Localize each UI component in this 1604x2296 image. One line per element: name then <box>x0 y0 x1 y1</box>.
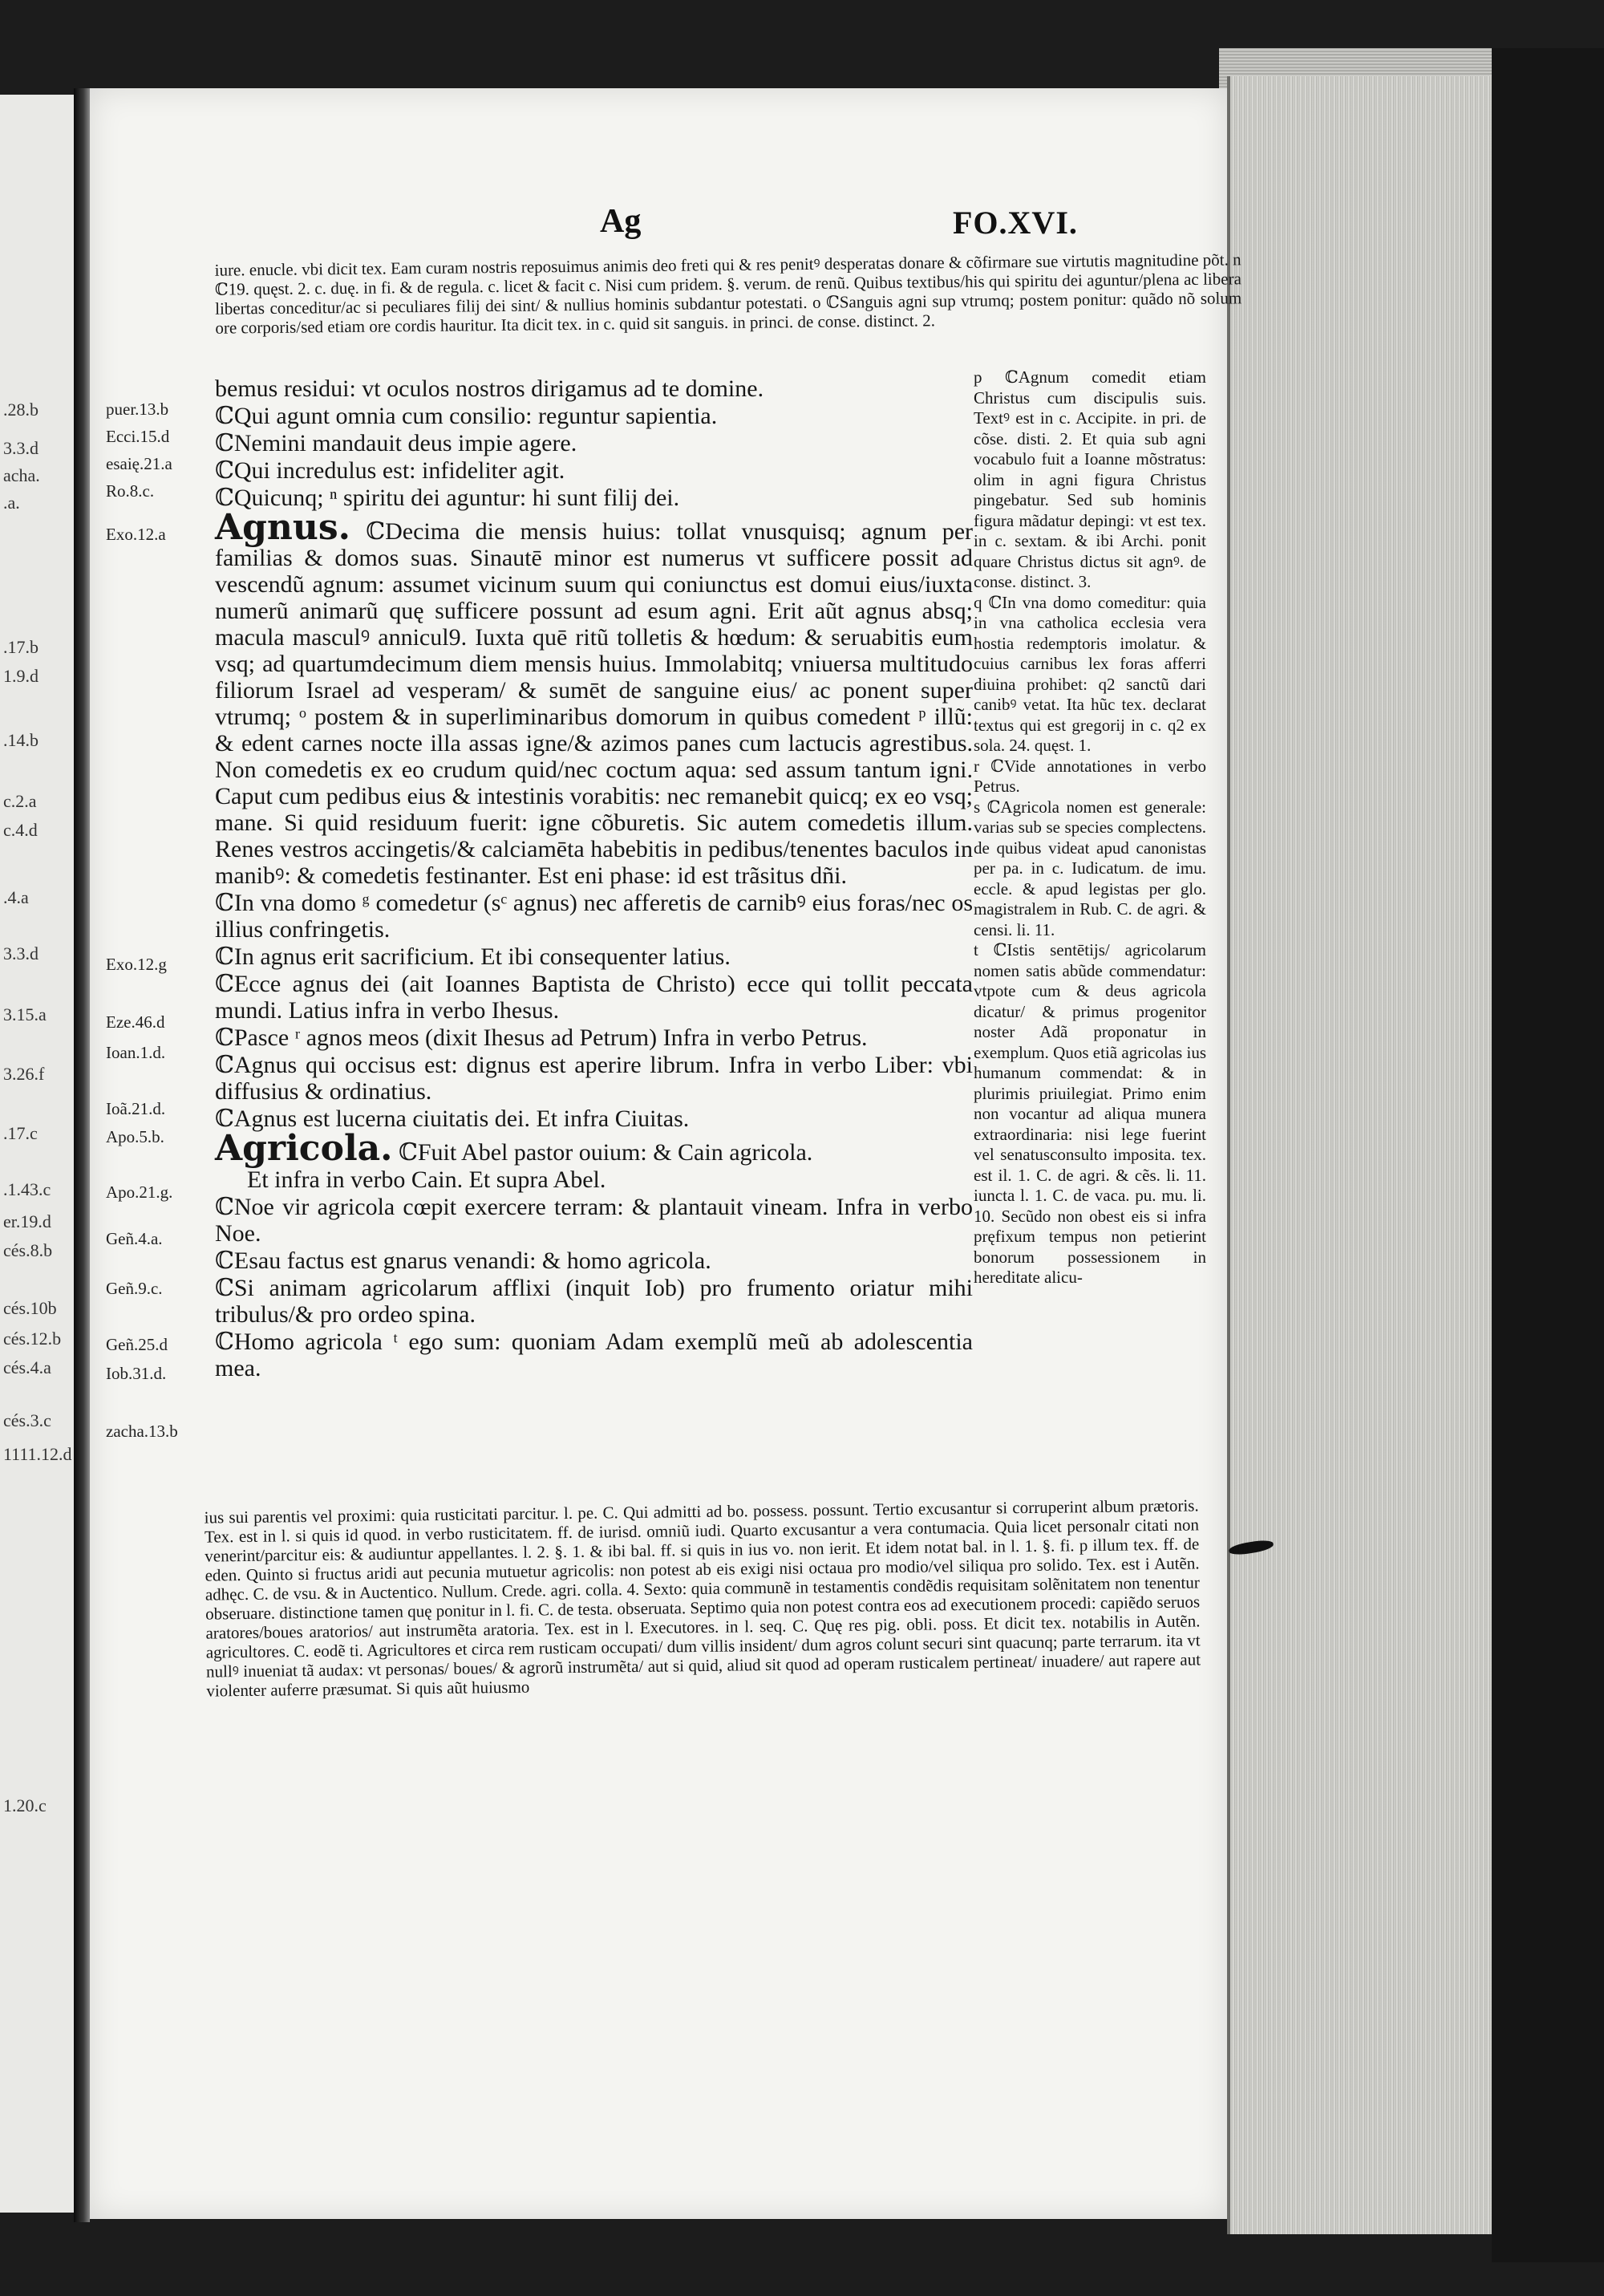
margin-reference: Eze.46.d <box>106 1012 165 1032</box>
entry <box>215 971 973 1024</box>
book-cover-edge <box>1492 48 1604 2262</box>
entry-text: ℂIn vna domo ᵍ comedetur (sᶜ agnus) nec afferetis de carnibꝰ eius foras/nec os illius confringetis. <box>215 890 973 943</box>
gloss-note: t ℂIstis sentētijs/ agricolarum nomen satis abũde commendatur: vtpote cum & deus agricola dicatur/ & primus progenitor noster Adã proponatur in exemplum. Quos etiã agricolas ius humanum commendat: & in plurimis priuilegiat. Primo enim non vocantur ad aliqua munera extraordinaria: nisi lege fuerint vel senatusconsulto imposita. tex. est il. 1. C. de agri. & cẽs. li. 11. iuncta l. 1. C. de vaca. pu. mu. li. 10. Secũdo non obest eis si infra pręfixum tempus non petierint bonorum possessionem in hereditate alicu- <box>974 940 1206 1287</box>
margin-reference: Ro.8.c. <box>106 481 155 501</box>
entry <box>215 457 973 484</box>
left-page-fragment: .1.43.c <box>3 1179 51 1199</box>
entry-text: Et infra in verbo Cain. Et supra Abel. <box>247 1166 606 1193</box>
entry <box>215 890 973 943</box>
left-page-fragment: acha. <box>3 465 40 485</box>
page-block-edge <box>1227 76 1495 2234</box>
entry <box>215 1247 973 1274</box>
entry-text: ℂEsau factus est gnarus venandi: & homo agricola. <box>215 1247 711 1274</box>
entry <box>215 375 973 402</box>
left-page-fragment: .17.c <box>3 1123 38 1143</box>
entry-text: ℂAgnus qui occisus est: dignus est aperire librum. Infra in verbo Liber: vbi diffusius & ordinatius. <box>215 1052 973 1105</box>
entry <box>215 1024 973 1051</box>
book-gutter <box>74 88 90 2222</box>
margin-reference: Exo.12.g <box>106 955 167 974</box>
main-text <box>215 375 973 1382</box>
margin-reference: Iob.31.d. <box>106 1364 167 1383</box>
entry-text: ℂNoe vir agricola cœpit exercere terram: & plantauit vineam. Infra in verbo Noe. <box>215 1194 973 1247</box>
left-page-fragment: 3.3.d <box>3 438 38 458</box>
margin-reference: Apo.21.g. <box>106 1182 173 1202</box>
entry-text: bemus residui: vt oculos nostros dirigamus ad te domine. <box>215 375 764 402</box>
margin-reference: zacha.13.b <box>106 1422 178 1441</box>
gloss-top: iure. enucle. vbi dicit tex. Eam curam nostris reposuimus animis deo freti qui & res penitꝰ desperatas donare & cõfirmare sue virtutis magnitudine põt. n ℂ19. quęst. 2. c. duę. in fi. & de regula. c. licet & facit c. Nisi cum pridem. §. verum. de renũ. Quibus textibus/his qui spiritu dei aguntur/plena ac libera libertas conceditur/ac si peculiares filij dei sint/ & nullius hominis subdantur potestati. o ℂSanguis agni sup vtrumq; postem ponitur: quãdo nõ solum ore corporis/sed etiam ore cordis hauritur. Ita dicit tex. in c. quid sit sanguis. in princi. de conse. distinct. 2. <box>214 249 1242 338</box>
entry <box>215 430 973 456</box>
left-page-fragment: cés.12.b <box>3 1329 62 1349</box>
entry-text: ℂAgnus est lucerna ciuitatis dei. Et infra Ciuitas. <box>215 1105 690 1132</box>
marginal-gloss-column <box>974 367 1206 1288</box>
left-page-fragment: cés.3.c <box>3 1410 51 1430</box>
entry <box>215 1166 973 1193</box>
margin-reference: Ioan.1.d. <box>106 1043 166 1062</box>
entry-text: ℂHomo agricola ᵗ ego sum: quoniam Adam exemplũ meũ ab adolescentia mea. <box>215 1329 973 1381</box>
gloss-bottom: ius sui parentis vel proximi: quia rusticitati parcitur. l. pe. C. Qui admitti ad bo. possess. possunt. Tertio excusantur si corruperint album prætoris. Tex. est in l. si quis id quod. in verbo rusticitatem. ff. de iurisd. omniũ iudi. Quarto excusantur a vera contumacia. Quia licet personalr citati non venerint/parcitur eis: & audiuntur appellantes. l. 2. §. 1. & ibi bal. ff. si quis in ius vo. non ierit. Et idem notat bal. in l. 1. §. fi. p illum tex. ff. de eden. Quinto si fructus aridi aut pecunia mutuetur agricolis: non potest ab eis exigi nisi octaua pro modio/vel siliqua pro solido. Tex. est i Autẽn. adhęc. C. de vsu. & in Auctentico. Nullum. Crede. agri. colla. 4. Sexto: quia communẽ in testamentis condẽdis requisitam solẽnitatem non tenentur obseruare. distinctione tamen quę ponitur in l. fi. C. de testa. obseruata. Septimo quia non potest contra eos ad executionem procedi: capiẽdo seruos aratores/boues aratorios/ aut instrumẽta aratoria. Tex. est in l. Executores. in l. seq. C. Quę res pig. obli. poss. Et dicit tex. notabilis in Autẽn. agricultores. C. eodẽ ti. Agricultores et circa rem rusticam occupati/ dum villis insident/ dum agros colunt securi sint quacunq; parte terrarum. ita vt nullꝰ inueniat tã audax: vt personas/ boues/ & agrorũ instrumẽta/ aut si quid, aliud sit quod ad operam rusticalem pertineat/ inuadere/ aut rapere aut violenter auferre præsumat. Si quis aũt huiusmo <box>204 1495 1201 1701</box>
folio-number: FO.XVI. <box>953 205 1078 241</box>
margin-reference: esaię.21.a <box>106 454 172 473</box>
left-page-fragment: .14.b <box>3 730 38 750</box>
left-page-fragment: 1.9.d <box>3 666 38 686</box>
entry-agnus <box>215 507 974 889</box>
left-page-fragment: .28.b <box>3 400 38 420</box>
entry-text: ℂSi animam agricolarum afflixi (inquit Iob) pro frumento oriatur mihi tribulus/& pro ordeo spina. <box>215 1275 973 1328</box>
entry-text: ℂIn agnus erit sacrificium. Et ibi consequenter latius. <box>215 943 731 970</box>
left-page-fragment: .4.a <box>3 887 29 907</box>
entry <box>215 1275 973 1328</box>
lemma-heading: Agnus. <box>215 507 350 548</box>
left-page-fragment: 3.15.a <box>3 1004 47 1024</box>
margin-reference: Geñ.25.d <box>106 1335 168 1354</box>
running-head-section: Ag <box>600 203 642 240</box>
gloss-note: p ℂAgnum comedit etiam Christus cum discipulis suis. Textꝰ est in c. Accipite. in pri. de cõse. disti. 2. Et quia sub agni vocabulo fuit a Ioanne mõstratus: olim in agni figura Christus pingebatur. Sed sub hominis figura mãdatur depingi: vt est tex. in c. sextam. & ibi Archi. ponit quare Christus dictus sit agnꝰ. de conse. distinct. 3. <box>974 367 1206 591</box>
margin-reference: puer.13.b <box>106 400 169 419</box>
left-page-fragment: 1.20.c <box>3 1795 47 1815</box>
margin-reference: Apo.5.b. <box>106 1127 164 1146</box>
entry-agricola <box>215 1128 973 1169</box>
gloss-note: r ℂVide annotationes in verbo Petrus. <box>974 756 1206 796</box>
left-page-fragment: 1111.12.d <box>3 1444 72 1464</box>
left-page-fragment: c.4.d <box>3 820 38 840</box>
margin-reference: Ecci.15.d <box>106 427 170 446</box>
left-page-fragment: .17.b <box>3 637 38 657</box>
margin-reference: Exo.12.a <box>106 525 166 544</box>
entry-text: ℂNemini mandauit deus impie agere. <box>215 430 577 456</box>
entry-text: ℂPasce ʳ agnos meos (dixit Ihesus ad Petrum) Infra in verbo Petrus. <box>215 1024 868 1051</box>
margin-reference: Geñ.9.c. <box>106 1279 163 1298</box>
left-page-fragment: cés.8.b <box>3 1240 53 1260</box>
left-page-fragment: 3.3.d <box>3 943 38 963</box>
entry-text: ℂQui agunt omnia cum consilio: reguntur sapientia. <box>215 403 718 429</box>
margin-reference: Ioã.21.d. <box>106 1099 166 1118</box>
entry-text: ℂEcce agnus dei (ait Ioannes Baptista de Christo) ecce qui tollit peccata mundi. Latius infra in verbo Ihesus. <box>215 971 973 1024</box>
margin-reference: Geñ.4.a. <box>106 1229 163 1248</box>
gloss-note: s ℂAgricola nomen est generale: varias sub se species complectens. de quibus videat apud canonistas per pa. in c. Iudicatum. de imu. eccle. & apud legistas per glo. magistralem in Rub. C. de agri. & censi. li. 11. <box>974 797 1206 939</box>
entry <box>215 403 973 429</box>
entry <box>215 1329 973 1381</box>
left-page-fragment: cés.10b <box>3 1298 57 1318</box>
entry <box>215 943 973 970</box>
gloss-note: q ℂIn vna domo comeditur: quia in vna catholica ecclesia vera hostia redemptoris imolatur. & cuius carnibus lex foras afferri diuina prohibet: q2 sanctũ dari canibꝰ vetat. Ita hũc tex. declarat textus qui est gregorij in c. q2 ex sola. 24. quęst. 1. <box>974 592 1206 755</box>
left-page-fragment: 3.26.f <box>3 1064 45 1084</box>
left-page-fragment: er.19.d <box>3 1211 51 1231</box>
entry <box>215 1194 973 1247</box>
entry-text: ℂQui incredulus est: infideliter agit. <box>215 457 565 484</box>
left-page-fragment: c.2.a <box>3 791 37 811</box>
entry <box>215 1052 973 1105</box>
facing-left-page <box>0 95 76 2213</box>
entry-text: ℂQuicunq; ⁿ spiritu dei aguntur: hi sunt filij dei. <box>215 485 680 511</box>
entry-text: ℂFuit Abel pastor ouium: & Cain agricola. <box>398 1139 813 1166</box>
lemma-heading: Agricola. <box>215 1128 393 1169</box>
entry-text: ℂDecima die mensis huius: tollat vnusquisq; agnum per familias & domos suas. Sinautē minor est numerus vt sufficere possit ad vescendũ agnum: assumet vicinum suum qui coniunctus est domui eius/iuxta numerũ animarũ quę sufficere possunt ad esum agni. Erit aũt agnus absq; macula masculꝰ annicul9. Iuxta quē ritũ tolletis & hœdum: & seruabitis eum vsq; ad quartumdecimum diem mensis huius. Immolabitq; vniuersa multitudo filiorum Israel ad vesperam/ & sumēt de sanguine eius/ ac ponent super vtrumq; ᵒ postem & in superliminaribus domorum in quibus comedent ᵖ illũ: & edent carnes nocte illa assas igne/& azimos panes cum lactucis agrestibus. Non comedetis ex eo crudum quid/nec coctum aqua: sed assum tantum igni. Caput cum pedibus eius & intestinis vorabitis: nec remanebit quicq; ex eo vsq; mane. Si quid residuum fuerit: igne cõburetis. Sic autem comedetis illum. Renes vestros accingetis/& calciamēta habebitis in pedibus/tenentes baculos in manibꝰ: & comedetis festinanter. Est eni phase: id est trãsitus dñi. <box>215 518 974 889</box>
left-page-fragment: cés.4.a <box>3 1357 51 1377</box>
left-page-fragment: .a. <box>3 493 20 513</box>
